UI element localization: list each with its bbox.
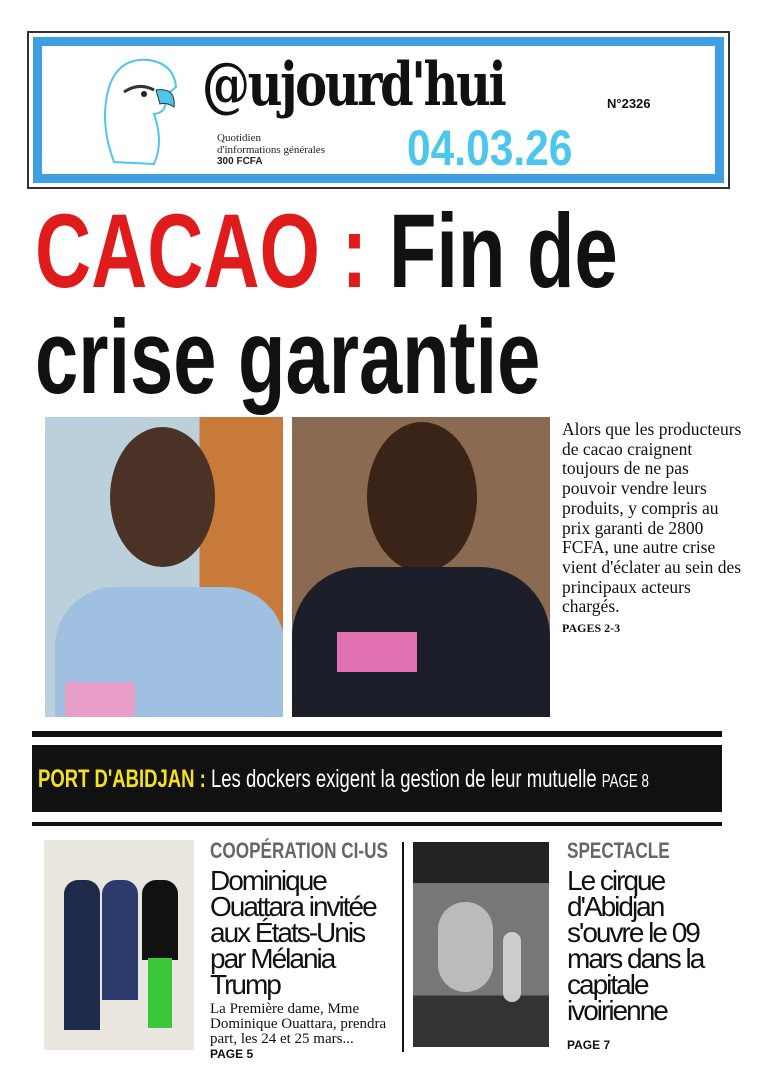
issue-date: 04.03.26 bbox=[407, 120, 573, 176]
story2-title: Le cirque d'Abidjan s'ouvre le 09 mars dans la capitale ivoirienne bbox=[567, 865, 704, 1026]
masthead bbox=[27, 31, 730, 189]
tagline: Quotidien d'informations générales 300 FCFA bbox=[217, 132, 325, 167]
main-headline-line2: crise garantie bbox=[35, 299, 541, 416]
masthead-frame bbox=[33, 37, 724, 183]
newspaper-logo: @ujourd'hui bbox=[202, 50, 505, 120]
port-banner bbox=[32, 745, 722, 812]
story-cooperation bbox=[210, 838, 395, 1061]
story2-kicker: SPECTACLE bbox=[567, 838, 670, 863]
story1-kicker: COOPÉRATION CI-US bbox=[210, 838, 388, 863]
story1-title: Dominique Ouattara invitée aux États-Unis par Mélania Trump bbox=[210, 865, 376, 1000]
banner-text: Les dockers exigent la gestion de leur mutuelle bbox=[210, 765, 597, 793]
banner-kicker: PORT D'ABIDJAN : bbox=[38, 765, 206, 793]
story1-summary: La Première dame, Mme Dominique Ouattara, prendra part, les 24 et 25 mars... bbox=[210, 1001, 387, 1047]
story-spectacle bbox=[567, 838, 742, 1052]
main-headline bbox=[35, 193, 767, 310]
divider bbox=[32, 822, 722, 826]
eagle-logo-icon bbox=[94, 52, 182, 170]
photo-official-2 bbox=[292, 417, 550, 717]
lead-article: Alors que les producteurs de cacao craignent toujours de ne pas pouvoir vendre leurs produits, y compris au prix garanti de 2800 FCFA, une autre crise vient d'éclater au sein des principaux acteurs chargés. PAGES 2-3 bbox=[562, 419, 742, 636]
column-divider bbox=[402, 842, 404, 1052]
banner-page: PAGE 8 bbox=[601, 771, 649, 791]
price: 300 FCFA bbox=[217, 156, 263, 167]
issue-number: N°2326 bbox=[607, 96, 651, 111]
headline-red: CACAO : bbox=[35, 193, 368, 310]
photo-official-1 bbox=[45, 417, 283, 717]
photo-circus bbox=[413, 842, 549, 1047]
headline-black-1: Fin de bbox=[388, 193, 618, 310]
story2-page: PAGE 7 bbox=[567, 1038, 611, 1052]
story1-page: PAGE 5 bbox=[210, 1047, 254, 1061]
lead-page-ref: PAGES 2-3 bbox=[562, 621, 621, 636]
photo-first-lady bbox=[44, 840, 194, 1050]
divider bbox=[32, 731, 722, 737]
